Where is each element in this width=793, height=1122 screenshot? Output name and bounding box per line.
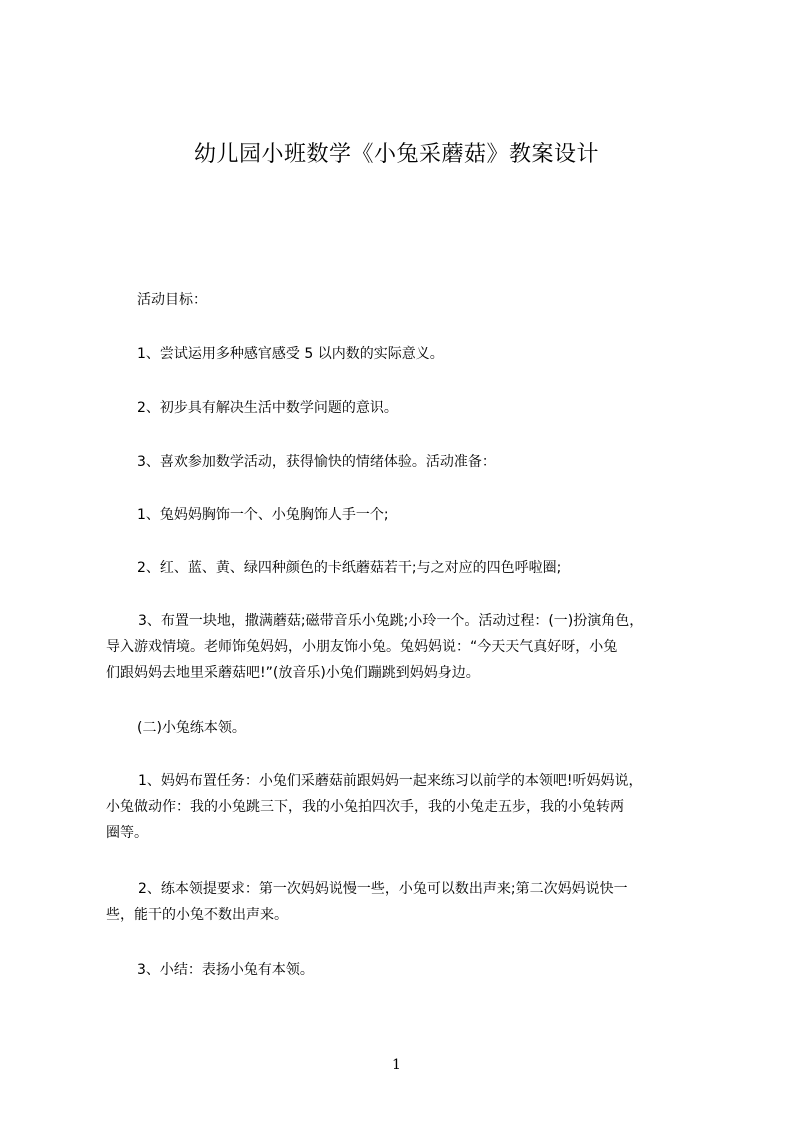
- paragraph-preparation-1: [137, 502, 389, 528]
- paragraph-objective-2: [137, 395, 398, 421]
- text-line: 活动目标：: [137, 292, 207, 308]
- text-line: (二)小兔练本领。: [137, 720, 246, 736]
- page-number: 1: [392, 1057, 401, 1073]
- text-line: 3、小结：表扬小兔有本领。: [137, 962, 314, 978]
- text-line: 3、喜欢参加数学活动，获得愉快的情绪体验。活动准备：: [137, 454, 496, 470]
- paragraph-section-2-heading: [137, 715, 246, 741]
- text-line: 导入游戏情境。老师饰兔妈妈，小朋友饰小兔。兔妈妈说：“今天天气真好呀，小兔: [106, 639, 618, 655]
- text-line: 1、妈妈布置任务：小兔们采蘑菇前跟妈妈一起来练习以前学的本领吧!听妈妈说，: [138, 773, 643, 789]
- text-line: 1、尝试运用多种感官感受 5 以内数的实际意义。: [137, 346, 444, 362]
- paragraph-task-3: [137, 957, 314, 983]
- paragraph-preparation-2: [137, 555, 561, 581]
- text-line: 小兔做动作：我的小兔跳三下，我的小兔拍四次手，我的小兔走五步，我的小兔转两: [106, 799, 624, 815]
- text-line: 们跟妈妈去地里采蘑菇吧!”(放音乐)小兔们蹦跳到妈妈身边。: [106, 665, 480, 681]
- text-line: 2、练本领提要求：第一次妈妈说慢一些，小兔可以数出声来;第二次妈妈说快一: [138, 881, 628, 897]
- text-line: 圈等。: [106, 825, 148, 841]
- paragraph-preparation-3: [106, 608, 643, 686]
- text-line: 1、兔妈妈胸饰一个、小兔胸饰人手一个;: [137, 507, 389, 523]
- paragraph-task-1: [106, 768, 643, 846]
- text-line: 3、布置一块地，撒满蘑菇;磁带音乐小兔跳;小玲一个。活动过程：(一)扮演角色，: [138, 613, 644, 629]
- text-line: 2、初步具有解决生活中数学问题的意识。: [137, 400, 398, 416]
- paragraph-objective-3: [137, 449, 496, 475]
- paragraph-objective-1: [137, 341, 444, 367]
- text-line: 些，能干的小兔不数出声来。: [106, 907, 288, 923]
- paragraph-task-2: [106, 876, 628, 928]
- document-title: 幼儿园小班数学《小兔采蘑菇》教案设计: [193, 142, 599, 167]
- paragraph-objectives-heading: [137, 287, 207, 313]
- text-line: 2、红、蓝、黄、绿四种颜色的卡纸蘑菇若干;与之对应的四色呼啦圈;: [137, 560, 562, 576]
